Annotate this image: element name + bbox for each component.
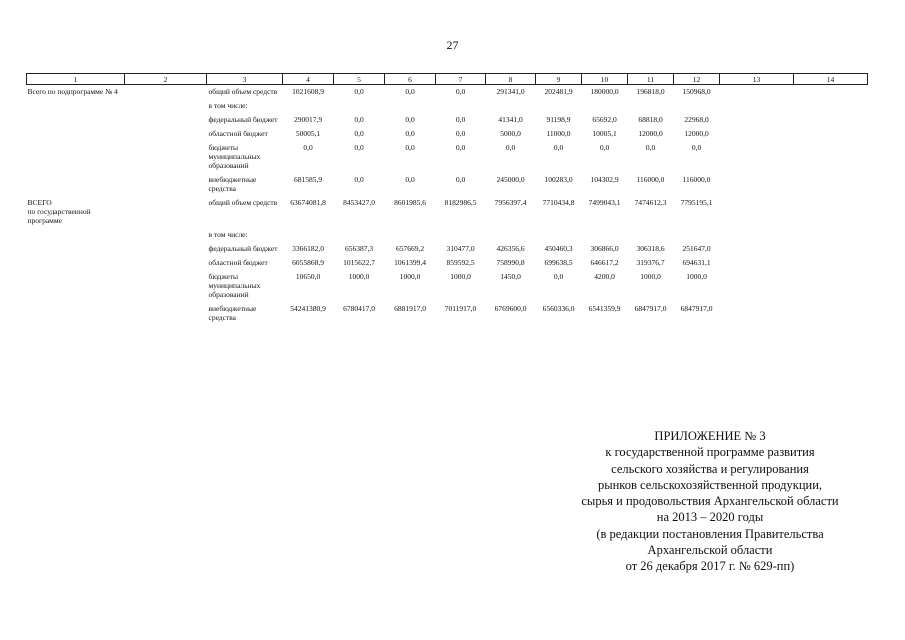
amount-cell: 1000,0 (686, 272, 707, 281)
table-row (27, 141, 868, 173)
empty-cell (794, 228, 868, 242)
amount-cell (674, 228, 720, 242)
empty-cell (720, 141, 794, 173)
funding-source-cell: областной бюджет (208, 129, 268, 138)
amount-cell: 6780417,0 (343, 304, 375, 313)
amount-cell: 291341,0 (496, 87, 525, 96)
program-name-cell (27, 141, 125, 173)
amount-cell: 6881917,0 (394, 304, 426, 313)
amount-cell (385, 99, 436, 113)
empty-cell (720, 113, 794, 127)
amount-cell (334, 99, 385, 113)
amount-cell (536, 228, 582, 242)
empty-cell (720, 242, 794, 256)
amount-cell (674, 99, 720, 113)
program-name-cell: ВСЕГО по государственной программе (27, 198, 91, 225)
empty-cell (794, 196, 868, 228)
column-header: 12 (674, 74, 720, 85)
program-name-cell (27, 302, 125, 325)
column-header: 13 (720, 74, 794, 85)
amount-cell: 65692,0 (592, 115, 617, 124)
amount-cell: 0,0 (553, 143, 564, 152)
empty-cell (720, 270, 794, 302)
amount-cell (536, 99, 582, 113)
amount-cell: 319376,7 (636, 258, 665, 267)
column-header: 7 (436, 74, 486, 85)
amount-cell: 10005,1 (592, 129, 617, 138)
amount-cell (436, 99, 486, 113)
table-row (27, 242, 868, 256)
empty-cell (794, 270, 868, 302)
amount-cell: 0,0 (645, 143, 656, 152)
amount-cell: 11000,0 (546, 129, 571, 138)
amount-cell: 251647,0 (682, 244, 711, 253)
table-row (27, 302, 868, 325)
executor-cell (125, 173, 207, 196)
appendix-line: Архангельской области (647, 543, 773, 558)
funding-source-cell: общий объем средств (208, 198, 278, 207)
amount-cell: 290017,9 (293, 115, 323, 124)
amount-cell: 6847917,0 (680, 304, 713, 313)
amount-cell: 1061399,4 (394, 258, 426, 267)
empty-cell (794, 127, 868, 141)
executor-cell (125, 270, 207, 302)
amount-cell: 0,0 (405, 115, 415, 124)
amount-cell: 0,0 (405, 129, 415, 138)
amount-cell: 1000,0 (450, 272, 471, 281)
amount-cell: 657669,2 (395, 244, 425, 253)
amount-cell: 6541359,9 (588, 304, 621, 313)
amount-cell: 7011917,0 (444, 304, 477, 313)
budget-table (26, 73, 868, 325)
amount-cell: 1000,0 (399, 272, 421, 281)
column-header: 8 (486, 74, 536, 85)
funding-source-cell: в том числе: (208, 101, 248, 110)
appendix-line: (в редакции постановления Правительства (596, 526, 824, 541)
amount-cell: 1000,0 (640, 272, 661, 281)
executor-cell (125, 256, 207, 270)
empty-cell (720, 99, 794, 113)
amount-cell: 0,0 (405, 143, 415, 152)
table-header-row (27, 74, 868, 85)
amount-cell: 859592,5 (446, 258, 475, 267)
amount-cell: 3366182,0 (292, 244, 324, 253)
amount-cell: 116000,0 (636, 175, 665, 184)
program-name-cell (27, 99, 125, 113)
amount-cell: 1450,0 (500, 272, 521, 281)
amount-cell: 100283,0 (544, 175, 573, 184)
program-name-cell: Всего по подпрограмме № 4 (27, 87, 118, 96)
amount-cell (486, 99, 536, 113)
program-name-cell (27, 127, 125, 141)
column-header: 3 (207, 74, 283, 85)
funding-source-cell: в том числе: (208, 230, 248, 239)
column-header: 4 (283, 74, 334, 85)
amount-cell: 646617,2 (590, 258, 619, 267)
empty-cell (794, 85, 868, 100)
table-row (27, 196, 868, 228)
empty-cell (720, 228, 794, 242)
executor-cell (125, 228, 207, 242)
appendix-line: сырья и продовольствия Архангельской области (581, 494, 839, 509)
program-name-cell (27, 113, 125, 127)
empty-cell (794, 173, 868, 196)
amount-cell: 681585,9 (293, 175, 323, 184)
empty-cell (794, 141, 868, 173)
amount-cell: 7499043,1 (588, 198, 621, 207)
amount-cell: 0,0 (455, 115, 466, 124)
empty-cell (794, 302, 868, 325)
amount-cell: 63674081,8 (290, 198, 326, 207)
amount-cell: 0,0 (405, 87, 415, 96)
program-name-cell (27, 173, 125, 196)
empty-cell (720, 196, 794, 228)
column-header: 14 (794, 74, 868, 85)
amount-cell: 7795195,1 (680, 198, 713, 207)
funding-source-cell: внебюджетные средства (208, 175, 257, 193)
amount-cell: 7474612,3 (634, 198, 667, 207)
appendix-line: на 2013 – 2020 годы (656, 510, 764, 525)
column-header: 2 (125, 74, 207, 85)
appendix-title-block (545, 428, 875, 575)
empty-cell (794, 99, 868, 113)
amount-cell: 0,0 (455, 143, 466, 152)
executor-cell (125, 196, 207, 228)
amount-cell (628, 99, 674, 113)
amount-cell (334, 228, 385, 242)
amount-cell: 0,0 (354, 143, 364, 152)
amount-cell: 10650,0 (295, 272, 321, 281)
amount-cell: 0,0 (354, 87, 364, 96)
executor-cell (125, 127, 207, 141)
appendix-line: к государственной программе развития (605, 445, 815, 460)
amount-cell: 6560336,0 (542, 304, 575, 313)
amount-cell: 54241380,9 (290, 304, 326, 313)
amount-cell: 116000,0 (682, 175, 711, 184)
amount-cell: 306318,6 (636, 244, 665, 253)
appendix-line: сельского хозяйства и регулирования (611, 461, 809, 476)
amount-cell: 0,0 (354, 115, 364, 124)
funding-source-cell: бюджеты муниципальных образований (208, 272, 261, 299)
amount-cell: 7956397,4 (494, 198, 527, 207)
amount-cell: 1015622,7 (343, 258, 375, 267)
funding-source-cell: федеральный бюджет (208, 115, 278, 124)
amount-cell: 12000,0 (638, 129, 663, 138)
amount-cell: 1000,0 (348, 272, 370, 281)
amount-cell: 758990,8 (496, 258, 525, 267)
amount-cell: 0,0 (455, 129, 466, 138)
budget-table-container (26, 73, 867, 325)
table-row (27, 127, 868, 141)
executor-cell (125, 141, 207, 173)
page-number: 27 (446, 38, 459, 52)
appendix-line: рынков сельскохозяйственной продукции, (597, 477, 823, 492)
column-header: 5 (334, 74, 385, 85)
amount-cell: 0,0 (354, 129, 364, 138)
amount-cell: 41341,0 (498, 115, 523, 124)
amount-cell: 0,0 (303, 143, 313, 152)
amount-cell: 0,0 (553, 272, 564, 281)
amount-cell: 68818,0 (638, 115, 663, 124)
column-header: 6 (385, 74, 436, 85)
table-row (27, 99, 868, 113)
empty-cell (720, 256, 794, 270)
amount-cell: 699638,5 (544, 258, 573, 267)
amount-cell: 4200,0 (594, 272, 615, 281)
column-header: 9 (536, 74, 582, 85)
funding-source-cell: федеральный бюджет (208, 244, 278, 253)
amount-cell (582, 228, 628, 242)
amount-cell: 104302,9 (590, 175, 619, 184)
appendix-heading: ПРИЛОЖЕНИЕ № 3 (654, 429, 766, 443)
amount-cell: 50005,1 (295, 129, 321, 138)
amount-cell: 656387,3 (344, 244, 374, 253)
amount-cell: 202481,9 (544, 87, 573, 96)
empty-cell (720, 302, 794, 325)
amount-cell: 180000,0 (590, 87, 619, 96)
empty-cell (720, 173, 794, 196)
table-row (27, 173, 868, 196)
amount-cell: 7710434,8 (542, 198, 575, 207)
column-header: 10 (582, 74, 628, 85)
amount-cell: 694631,1 (682, 258, 711, 267)
amount-cell (385, 228, 436, 242)
funding-source-cell: общий объем средств (208, 87, 278, 96)
amount-cell: 196818,0 (636, 87, 665, 96)
amount-cell: 5000,0 (500, 129, 521, 138)
amount-cell: 0,0 (455, 87, 466, 96)
program-name-cell (27, 228, 125, 242)
funding-source-cell: бюджеты муниципальных образований (208, 143, 261, 170)
amount-cell: 8182986,5 (444, 198, 477, 207)
amount-cell: 0,0 (691, 143, 702, 152)
amount-cell: 426356,6 (496, 244, 525, 253)
amount-cell: 22968,0 (684, 115, 709, 124)
executor-cell (125, 302, 207, 325)
amount-cell (436, 228, 486, 242)
amount-cell: 0,0 (354, 175, 364, 184)
empty-cell (794, 113, 868, 127)
amount-cell: 0,0 (599, 143, 610, 152)
empty-cell (720, 85, 794, 100)
empty-cell (720, 127, 794, 141)
table-body (27, 85, 868, 326)
table-row (27, 85, 868, 100)
amount-cell: 91198,9 (546, 115, 571, 124)
program-name-cell (27, 270, 125, 302)
amount-cell: 310477,0 (446, 244, 475, 253)
table-row (27, 270, 868, 302)
funding-source-cell: внебюджетные средства (208, 304, 257, 322)
amount-cell: 6769600,0 (494, 304, 527, 313)
amount-cell: 150968,0 (682, 87, 711, 96)
amount-cell: 6055868,9 (292, 258, 324, 267)
program-name-cell (27, 256, 125, 270)
table-row (27, 113, 868, 127)
amount-cell: 0,0 (505, 143, 516, 152)
empty-cell (794, 242, 868, 256)
amount-cell: 450460,3 (544, 244, 573, 253)
program-name-cell (27, 242, 125, 256)
executor-cell (125, 85, 207, 100)
amount-cell (628, 228, 674, 242)
amount-cell: 1021608,9 (292, 87, 324, 96)
amount-cell: 8453427,0 (343, 198, 375, 207)
amount-cell: 245000,0 (496, 175, 525, 184)
amount-cell: 0,0 (455, 175, 466, 184)
amount-cell (283, 99, 334, 113)
column-header: 11 (628, 74, 674, 85)
executor-cell (125, 113, 207, 127)
appendix-line: от 26 декабря 2017 г. № 629-пп) (625, 559, 795, 574)
funding-source-cell: областной бюджет (208, 258, 268, 267)
amount-cell: 12000,0 (684, 129, 709, 138)
amount-cell: 8601985,6 (394, 198, 426, 207)
table-row (27, 228, 868, 242)
amount-cell (582, 99, 628, 113)
empty-cell (794, 256, 868, 270)
table-row (27, 256, 868, 270)
executor-cell (125, 99, 207, 113)
amount-cell (486, 228, 536, 242)
executor-cell (125, 242, 207, 256)
amount-cell: 6847917,0 (634, 304, 667, 313)
column-header: 1 (27, 74, 125, 85)
amount-cell (283, 228, 334, 242)
amount-cell: 0,0 (405, 175, 415, 184)
amount-cell: 306866,0 (590, 244, 619, 253)
